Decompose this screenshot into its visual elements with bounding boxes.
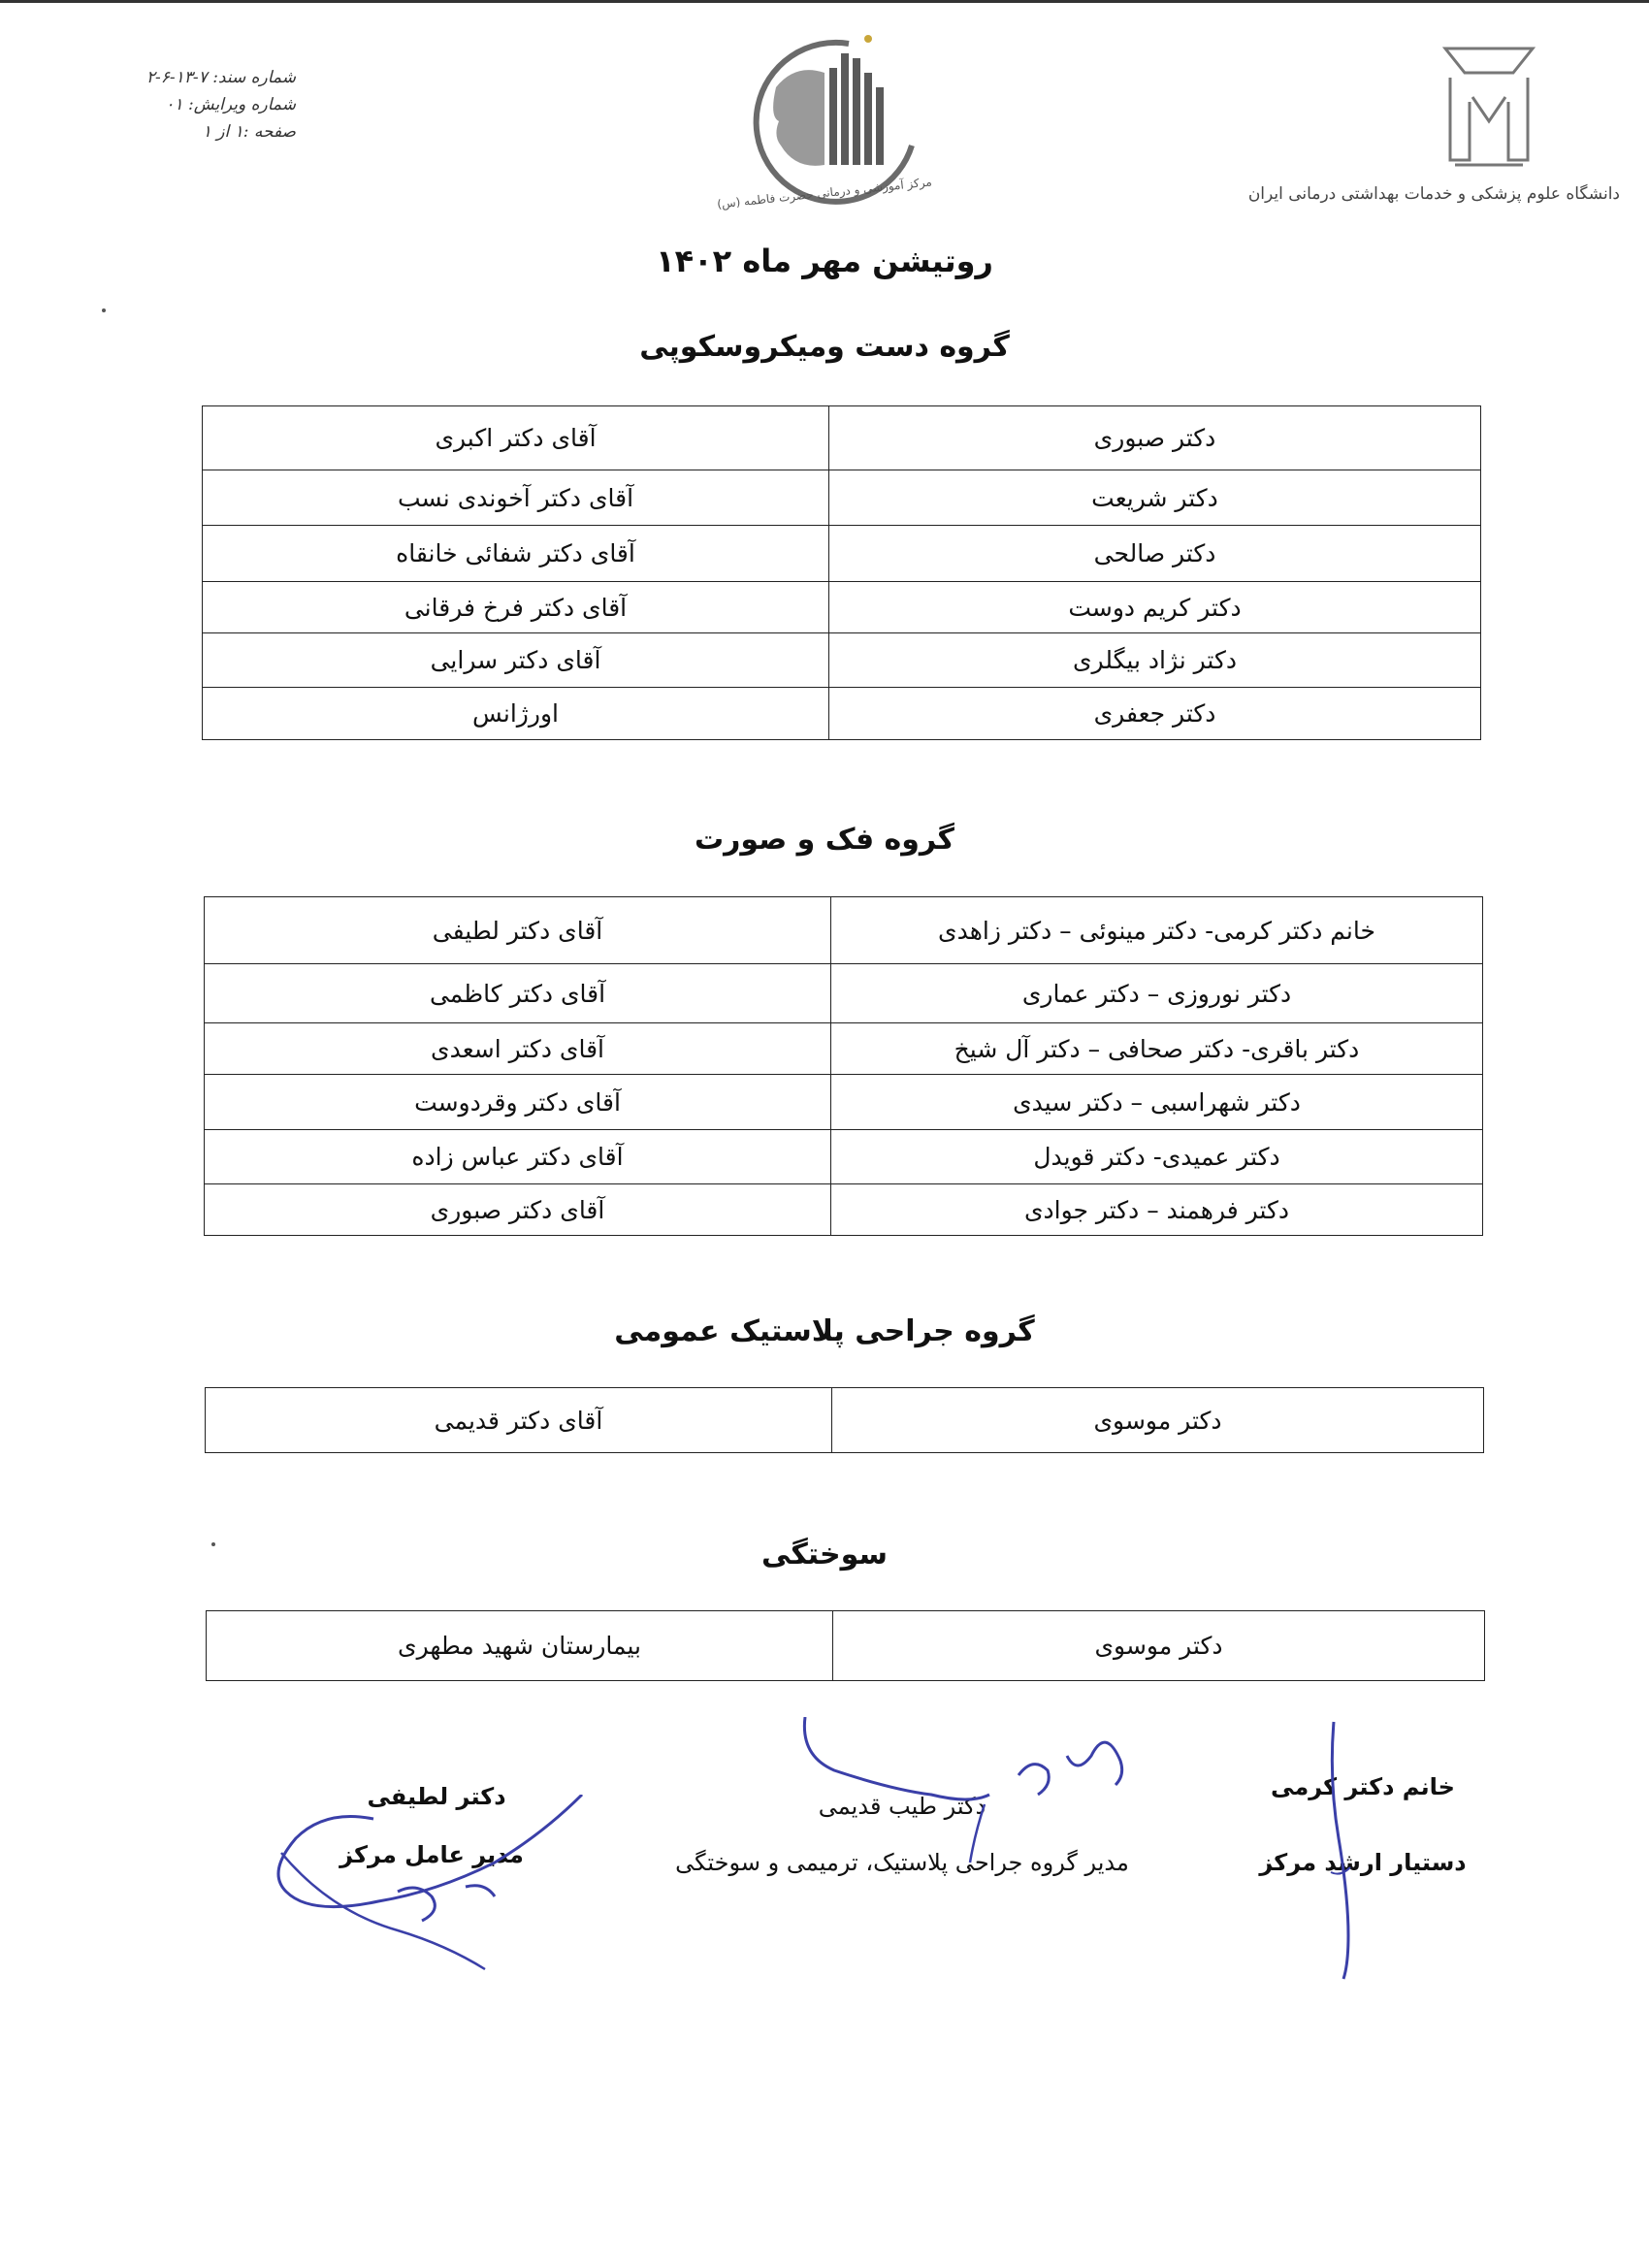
university-logo-text: دانشگاه علوم پزشکی و خدمات بهداشتی درمانی ایران: [1247, 184, 1620, 204]
table-row: [205, 1075, 1483, 1130]
handwritten-signature-right: [1319, 1717, 1377, 1989]
document-title: روتیشن مهر ماه ۱۴۰۲: [656, 243, 993, 279]
scan-speck: [102, 308, 106, 312]
table-cell: خانم دکتر کرمی- دکتر مینوئی – دکتر زاهدی: [831, 897, 1483, 964]
table-row: [205, 897, 1483, 964]
revision-number: شماره ویرایش: ۰۱: [165, 95, 296, 114]
table-cell: دکتر موسوی: [833, 1611, 1485, 1681]
table-cell: آقای دکتر وقردوست: [205, 1075, 831, 1130]
table-row: [203, 582, 1481, 633]
table-cell: دکتر نوروزی – دکتر عماری: [831, 964, 1483, 1023]
table-cell: دکتر عمیدی- دکتر قویدل: [831, 1130, 1483, 1184]
table-cell: آقای دکتر قدیمی: [206, 1388, 832, 1453]
table-row: [203, 633, 1481, 688]
roster-table-hand-microscopy: [202, 405, 1481, 740]
table-row: [203, 470, 1481, 526]
section-title-general-plastic-surgery: گروه جراحی پلاستیک عمومی: [614, 1314, 1035, 1348]
table-cell: دکتر شریعت: [829, 470, 1481, 526]
table-cell: آقای دکتر اکبری: [203, 406, 829, 470]
roster-table-maxillofacial: [204, 896, 1483, 1236]
table-cell: آقای دکتر کاظمی: [205, 964, 831, 1023]
doc-number: شماره سند: ۷-۱۳-۶-۲: [146, 68, 296, 87]
section-title-burns: سوختگی: [761, 1538, 888, 1571]
signature-name-right: خانم دکتر کرمی: [1271, 1773, 1455, 1800]
table-cell: آقای دکتر سرایی: [203, 633, 829, 688]
table-cell: دکتر صبوری: [829, 406, 1481, 470]
table-cell: آقای دکتر آخوندی نسب: [203, 470, 829, 526]
table-cell: دکتر موسوی: [832, 1388, 1484, 1453]
table-row: [205, 964, 1483, 1023]
table-cell: بیمارستان شهید مطهری: [207, 1611, 833, 1681]
university-logo: [1247, 39, 1620, 223]
table-cell: دکتر فرهمند – دکتر جوادی: [831, 1184, 1483, 1236]
hospital-logo-text: مرکز آموزشی و درمانی حضرت فاطمه (س): [716, 175, 933, 211]
signature-role-right: دستیار ارشد مرکز: [1259, 1849, 1467, 1876]
table-row: [205, 1023, 1483, 1075]
table-cell: آقای دکتر عباس زاده: [205, 1130, 831, 1184]
roster-table-general-plastic-surgery: [205, 1387, 1484, 1453]
handwritten-signature-center: [795, 1717, 1145, 1892]
table-row: [203, 688, 1481, 740]
table-row: [206, 1388, 1484, 1453]
table-row: [205, 1184, 1483, 1236]
top-border-line: [0, 0, 1649, 3]
table-row: [205, 1130, 1483, 1184]
signature-name-left: دکتر لطیفی: [367, 1783, 506, 1810]
table-cell: آقای دکتر لطیفی: [205, 897, 831, 964]
page-number: صفحه :۱ از ۱: [202, 122, 296, 142]
table-row: [203, 406, 1481, 470]
document-meta: [92, 64, 296, 146]
table-cell: دکتر شهراسبی – دکتر سیدی: [831, 1075, 1483, 1130]
table-cell: آقای دکتر صبوری: [205, 1184, 831, 1236]
handwritten-signature-left: [262, 1795, 592, 1979]
section-title-hand-microscopy: گروه دست ومیکروسکوپی: [639, 330, 1010, 364]
table-cell: دکتر کریم دوست: [829, 582, 1481, 633]
table-cell: آقای دکتر فرخ فرقانی: [203, 582, 829, 633]
signature-role-left: مدیر عامل مرکز: [340, 1841, 524, 1868]
table-cell: دکتر صالحی: [829, 526, 1481, 582]
roster-table-burns: [206, 1610, 1485, 1681]
table-row: [203, 526, 1481, 582]
table-cell: دکتر نژاد بیگلری: [829, 633, 1481, 688]
signature-name-center: دکتر طیب قدیمی: [818, 1793, 986, 1820]
table-cell: دکتر جعفری: [829, 688, 1481, 740]
table-cell: دکتر باقری- دکتر صحافی – دکتر آل شیخ: [831, 1023, 1483, 1075]
table-row: [207, 1611, 1485, 1681]
signature-role-center: مدیر گروه جراحی پلاستیک، ترمیمی و سوختگی: [675, 1849, 1129, 1876]
table-cell: آقای دکتر اسعدی: [205, 1023, 831, 1075]
table-cell: اورژانس: [203, 688, 829, 740]
table-cell: آقای دکتر شفائی خانقاه: [203, 526, 829, 582]
section-title-maxillofacial: گروه فک و صورت: [694, 823, 955, 857]
